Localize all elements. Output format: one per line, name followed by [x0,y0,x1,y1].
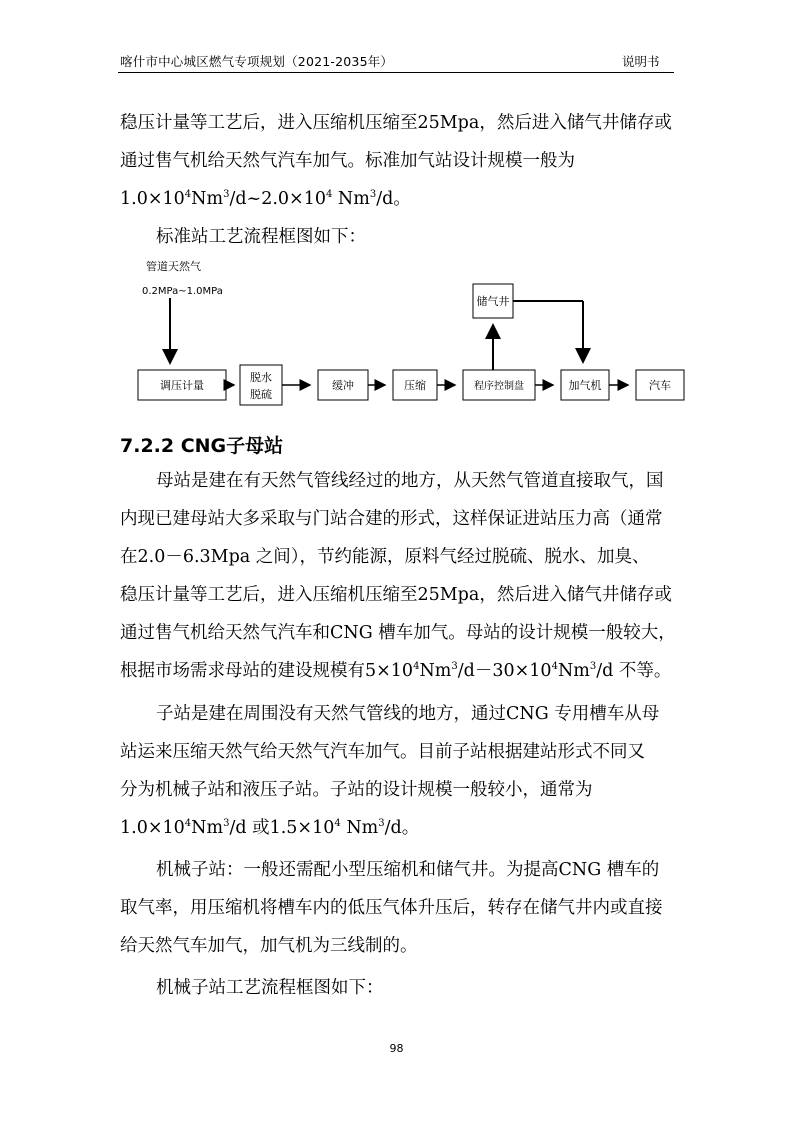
step-label: 汽车 [649,379,671,392]
text-line: 根据市场需求母站的建设规模有$5\times 10^4Nm^3/d-30\times 10^4Nm^3/d$ 不等。 [120,661,672,681]
text-line: $1.0\times 10^4Nm^3/d\sim 2.0\times 10^4$ Nm$^3$/d。 [120,189,411,209]
text-line: $1.0\times 10^4Nm^3/d$ 或$1.5\times 10^4$ Nm$^3$/d。 [120,818,420,838]
text-line: 稳压计量等工艺后，进入压缩机压缩至25Mpa，然后进入储气井储存或 [120,113,672,133]
step-label: 加气机 [568,379,602,392]
text-line: 稳压计量等工艺后，进入压缩机压缩至25Mpa，然后进入储气井储存或 [120,585,672,605]
text-line: 给天然气车加气，加气机为三线制的。 [120,936,418,956]
header-divider [118,72,674,73]
storage-label: 储气井 [476,295,510,308]
page-number: 98 [389,1042,404,1055]
step-label: 脱水 [250,371,272,384]
text-line: 在2.0－6.3Mpa 之间），节约能源，原料气经过脱硫、脱水、加臭、 [120,547,650,567]
flowchart-intro: 机械子站工艺流程框图如下： [156,978,384,998]
section-heading: 7.2.2 CNG子母站 [120,435,284,457]
text-line: 子站是建在周围没有天然气管线的地方，通过CNG 专用槽车从母 [156,704,660,724]
step-label: 程序控制盘 [474,381,524,392]
step-label: 压缩 [404,379,426,392]
text-line: 内现已建母站大多采取与门站合建的形式，这样保证进站压力高（通常 [120,509,663,529]
step-label: 缓冲 [332,379,354,392]
flowchart-intro: 标准站工艺流程框图如下： [156,227,366,247]
text-line: 通过售气机给天然气汽车和CNG 槽车加气。母站的设计规模一般较大， [120,623,676,643]
text-line: 站运来压缩天然气给天然气汽车加气。目前子站根据建站形式不同又 [120,742,645,762]
step-label: 调压计量 [160,379,204,392]
text-line: 通过售气机给天然气汽车加气。标准加气站设计规模一般为 [120,151,575,171]
text-line: 机械子站：一般还需配小型压缩机和储气井。为提高CNG 槽车的 [156,860,660,880]
text-line: 取气率，用压缩机将槽车内的低压气体升压后，转存在储气井内或直接 [120,898,663,918]
source-pressure: 0.2MPa~1.0MPa [142,286,223,297]
source-label: 管道天然气 [146,260,201,273]
document-section: 说明书 [622,54,660,69]
document-title: 喀什市中心城区燃气专项规划（2021-2035年） [120,54,394,69]
step-label: 脱硫 [250,388,272,401]
text-line: 分为机械子站和液压子站。子站的设计规模一般较小，通常为 [120,780,593,800]
text-line: 母站是建在有天然气管线经过的地方，从天然气管道直接取气，国 [156,471,664,491]
standard-station-flowchart [130,258,690,418]
